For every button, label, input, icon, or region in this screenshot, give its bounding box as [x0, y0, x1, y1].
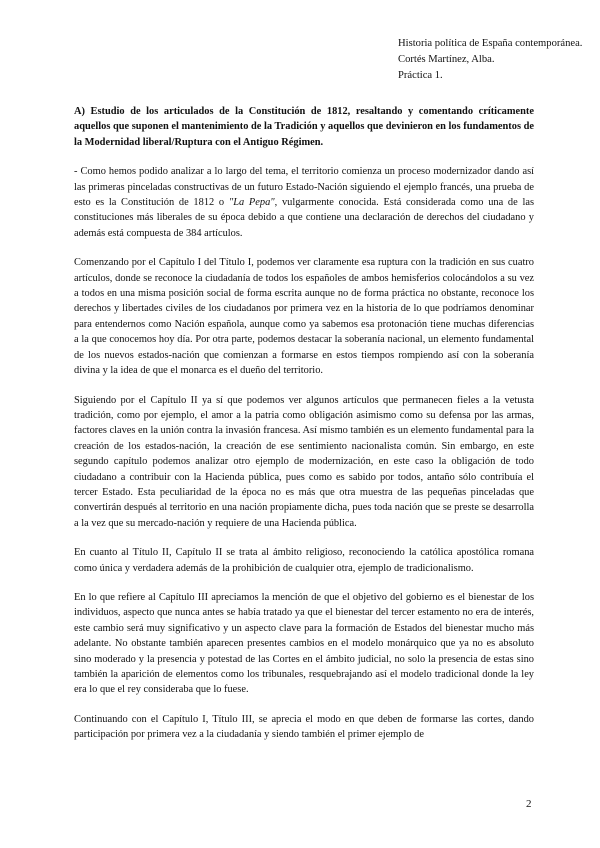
paragraph-title-2-religion: En cuanto al Título II, Capítulo II se trata al ámbito religioso, reconociendo la católica apostólica romana como única y verdadera además de la prohibición de cualquier otra, ejemplo de tradicionalismo. [74, 547, 534, 574]
paragraph-title-3-cortes: Continuando con el Capítulo I, Título III, se aprecia el modo en que deben de formarse las cortes, dando participación por primera vez a la ciudadanía y siendo también el primer ejemplo de [74, 713, 534, 741]
document-body [74, 104, 534, 757]
paragraph-chapter-3: En lo que refiere al Capítulo III apreciamos la mención de que el objetivo del gobierno es el bienestar de los individuos, aspecto que nunca antes se había tratado ya que el bienestar del tercer estamento no era de interés, este cambio será muy significativo y un aspecto clave para la formación de Estados del bienestar mucho más adelante. No obstante también aparecen presentes cambios en el modelo monárquico que ya no es absoluto sino moderado y la presencia y potestad de las Cortes en el ámbito judicial, no solo la presencia de estas sino también la aparición de elementos como los tribunales, resquebrajando así el modelo tradicional donde la ley era lo que el rey consideraba que lo fuese. [74, 591, 534, 696]
page-header [398, 36, 598, 84]
paragraph-intro-text-end: , vulgarmente conocida. Está considerada como una de las constituciones más liberales de su época debido a que contiene una declaración de derechos del ciudadano y además está compuesta de 384 artículos. [74, 197, 534, 239]
header-assignment: Práctica 1. [398, 70, 443, 81]
header-author: Cortés Martínez, Alba. [398, 54, 495, 65]
page-number: 2 [526, 798, 532, 810]
paragraph-intro-text-start: - Como hemos podido analizar a lo largo del tema, el territorio comienza un proceso modernizador dando así las primeras pinceladas constructivas de un futuro Estado-Nación siguiendo el ejemplo francés, una prueba de esto es la Constitución de 1812 o [74, 166, 534, 209]
la-pepa-term: "La Pepa" [228, 197, 275, 209]
paragraph-chapter-2: Siguiendo por el Capítulo II ya sí que podemos ver algunos artículos que permanecen fieles a la vetusta tradición, como por ejemplo, el amor a la patria como obligación asimismo como su defensa por las armas, factores claves en la unión contra la invasión francesa. Así mismo también es un elemento fundamental para la creación de los estados-nación, la creación de ese sentimiento nacionalista común. Sin embargo, en este segundo capítulo podemos analizar otro ejemplo de modernización, en este caso la obligación de todo ciudadano a contribuir con la Hacienda pública, pues como es sabido por todos, antaño sólo contribuía el tercer Estado. Esta peculiaridad de la época no es más que otra muestra de las pequeñas pinceladas que convertirán después al territorio en una nación propiamente dicha, pues toda nación que se preste se desarrolla a la vez que su mercado-nación y requiere de una Hacienda pública. [74, 394, 534, 529]
section-heading: A) Estudio de los articulados de la Constitución de 1812, resaltando y comentando críticamente aquellos que suponen el mantenimiento de la Tradición y aquellos que devinieron en los fundamentos de la Modernidad liberal/Ruptura con el Antiguo Régimen. [74, 106, 534, 148]
paragraph-intro [74, 164, 534, 241]
paragraph-title-1-chapter-1: Comenzando por el Capítulo I del Título I, podemos ver claramente esa ruptura con la tradición en sus cuatro artículos, donde se reconoce la ciudadanía de todos los españoles de ambos hemisferios colocándolos a su vez a todos en una misma posición social de forma escrita aunque no de forma práctica no obstante, reconoce los derechos y libertades civiles de los ciudadanos por primera vez en la historia de lo que podríamos denominar para entendernos como Nación española, aunque como ya sabemos esa protonación tiene muchas diferencias a la que conocemos hoy día. Por otra parte, podemos destacar la soberanía nacional, un elemento fundamental de los nuevos estados-nación que comienzan a formarse en estos tiempos rompiendo así con la soberanía divina y la idea de que el monarca es el dueño del territorio. [74, 257, 534, 377]
header-course: Historia política de España contemporánea. [398, 38, 583, 49]
